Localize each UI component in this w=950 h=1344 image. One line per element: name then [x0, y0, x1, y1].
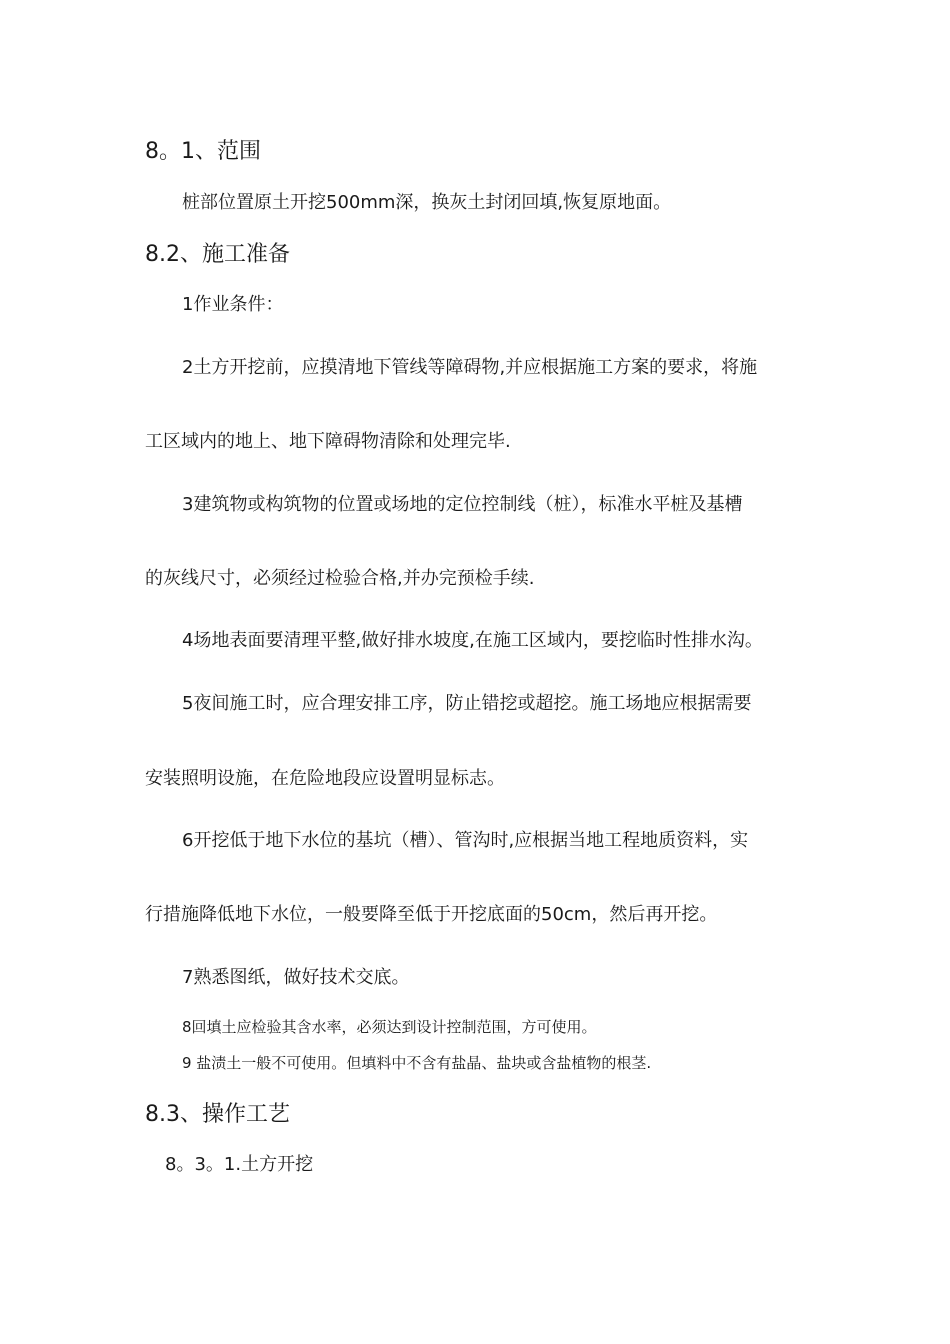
section-heading-8-3: 8.3、操作工艺	[145, 1102, 290, 1127]
list-item-2-line-1: 2土方开挖前，应摸清地下管线等障碍物,并应根据施工方案的要求，将施	[182, 357, 758, 378]
list-item-5-line-1: 5夜间施工时，应合理安排工序，防止错挖或超挖。施工场地应根据需要	[182, 693, 752, 714]
list-item-4: 4场地表面要清理平整,做好排水坡度,在施工区域内，要挖临时性排水沟。	[182, 630, 763, 651]
list-item-1: 1作业条件：	[182, 294, 284, 315]
list-item-2-line-2: 工区域内的地上、地下障碍物清除和处理完毕.	[145, 431, 511, 452]
list-item-3-line-2: 的灰线尺寸，必须经过检验合格,并办完预检手续.	[145, 568, 535, 589]
list-item-6-line-1: 6开挖低于地下水位的基坑（槽）、管沟时,应根据当地工程地质资料，实	[182, 830, 749, 851]
list-item-6-line-2: 行措施降低地下水位，一般要降至低于开挖底面的50cm，然后再开挖。	[145, 904, 718, 925]
list-item-9: 9 盐渍土一般不可使用。但填料中不含有盐晶、盐块或含盐植物的根茎.	[182, 1054, 652, 1072]
subsection-heading-8-3-1: 8。3。1.土方开挖	[165, 1154, 314, 1175]
scope-paragraph: 桩部位置原土开挖500mm深，换灰土封闭回填,恢复原地面。	[182, 192, 672, 213]
section-heading-8-1: 8。1、范围	[145, 139, 261, 164]
list-item-3-line-1: 3建筑物或构筑物的位置或场地的定位控制线（桩），标准水平桩及基槽	[182, 494, 743, 515]
list-item-7: 7熟悉图纸，做好技术交底。	[182, 967, 410, 988]
section-heading-8-2: 8.2、施工准备	[145, 242, 290, 267]
list-item-5-line-2: 安装照明设施，在危险地段应设置明显标志。	[145, 768, 505, 789]
list-item-8: 8回填土应检验其含水率，必须达到设计控制范围，方可使用。	[182, 1018, 597, 1036]
